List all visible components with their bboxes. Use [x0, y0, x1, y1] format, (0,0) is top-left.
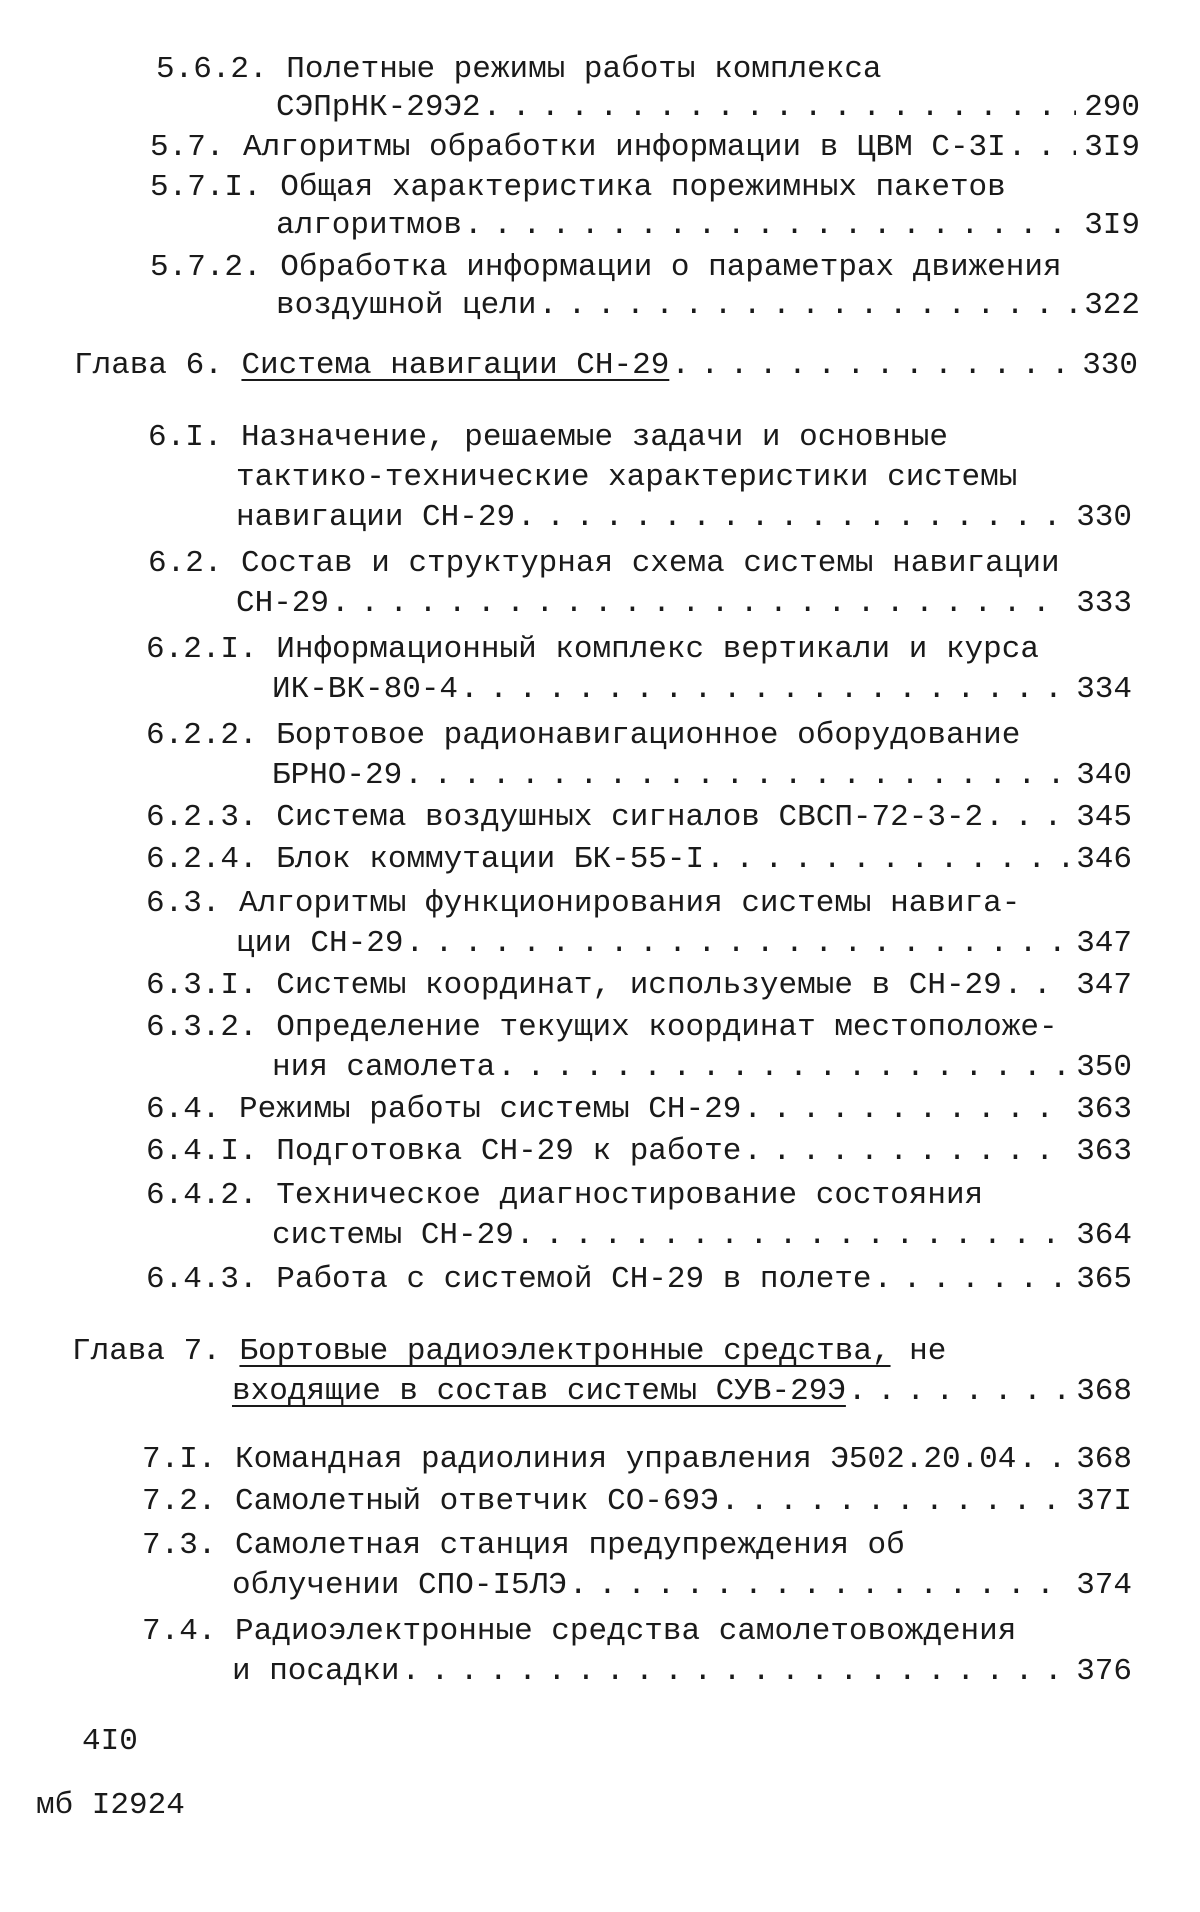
entry-title-cont: системы СН-29	[272, 1218, 514, 1253]
entry-title-cont: воздушной цели	[276, 288, 537, 323]
toc-entry-5-7-1	[150, 170, 1006, 206]
dot-leader	[483, 90, 1076, 126]
entry-page: 365	[1076, 1262, 1132, 1297]
entry-title: Самолетная станция предупреждения об	[235, 1528, 905, 1563]
dot-leader	[1018, 1442, 1068, 1478]
entry-number: 7.3.	[142, 1528, 217, 1563]
entry-page: 368	[1076, 1374, 1132, 1409]
toc-entry-6-2-cont	[236, 586, 1132, 622]
dot-leader	[516, 1218, 1068, 1254]
dot-leader	[569, 1568, 1068, 1604]
toc-entry-6-2-1-cont	[272, 672, 1132, 708]
toc-entry-6-2	[148, 546, 1060, 582]
entry-title: Радиоэлектронные средства самолетовождения	[235, 1614, 1017, 1649]
entry-number: 6.3.I.	[146, 968, 258, 1003]
entry-page: 374	[1076, 1568, 1132, 1603]
entry-title-cont: СН-29	[236, 586, 330, 621]
entry-page: 290	[1084, 90, 1140, 125]
dot-leader	[497, 1050, 1068, 1086]
toc-entry-6-1-cont	[236, 460, 1017, 496]
entry-page: 347	[1076, 968, 1132, 1003]
toc-entry-5-7	[150, 130, 1140, 166]
entry-title: Обработка информации о параметрах движения	[280, 250, 1062, 285]
page-number: 4I0	[82, 1724, 138, 1759]
entry-page: 3I9	[1084, 130, 1140, 165]
toc-entry-5-7-2	[150, 250, 1062, 286]
entry-title-cont: СЭПрНК-29Э2	[276, 90, 481, 125]
toc-entry-6-2-2-cont	[272, 758, 1132, 794]
dot-leader	[985, 800, 1068, 836]
entry-title: Система воздушных сигналов СВСП-72-3-2	[276, 800, 984, 835]
entry-title-cont: алгоритмов	[276, 208, 463, 243]
toc-entry-6-3-2-cont	[272, 1050, 1132, 1086]
entry-number: 7.2.	[142, 1484, 217, 1519]
entry-page: 363	[1076, 1092, 1132, 1127]
dot-leader	[743, 1134, 1068, 1170]
dot-leader	[848, 1374, 1068, 1410]
dot-leader	[671, 348, 1074, 384]
entry-title-cont: и посадки	[232, 1654, 400, 1689]
entry-page: 37I	[1076, 1484, 1132, 1519]
entry-page: 347	[1076, 926, 1132, 961]
entry-title-cont: БРНО-29	[272, 758, 403, 793]
dot-leader	[460, 672, 1068, 708]
toc-entry-6-4-2	[146, 1178, 983, 1214]
toc-entry-7-3	[142, 1528, 905, 1564]
entry-title: Состав и структурная схема системы навигации	[241, 546, 1060, 581]
toc-entry-6-1	[148, 420, 948, 456]
entry-number: 5.7.2.	[150, 250, 262, 285]
entry-page: 368	[1076, 1442, 1132, 1477]
toc-entry-6-4-1	[146, 1134, 1132, 1170]
chapter-label: Глава 6.	[74, 348, 223, 383]
entry-number: 6.I.	[148, 420, 223, 455]
chapter-label: Глава 7.	[72, 1334, 221, 1369]
entry-page: 330	[1082, 348, 1138, 383]
dot-leader	[538, 288, 1076, 324]
entry-page: 3I9	[1084, 208, 1140, 243]
entry-page: 334	[1076, 672, 1132, 707]
entry-number: 6.4.3.	[146, 1262, 258, 1297]
entry-number: 6.2.I.	[146, 632, 258, 667]
toc-entry-6-2-1	[146, 632, 1039, 668]
dot-leader	[1004, 968, 1068, 1004]
toc-entry-5-7-1-cont	[276, 208, 1140, 244]
entry-number: 6.2.	[148, 546, 223, 581]
toc-chapter-7-cont	[232, 1374, 1132, 1410]
dot-leader	[464, 208, 1076, 244]
print-code: мб I2924	[36, 1788, 185, 1823]
entry-number: 6.3.	[146, 886, 221, 921]
dot-leader	[706, 842, 1068, 878]
toc-entry-6-3	[146, 886, 1020, 922]
toc-entry-7-3-cont	[232, 1568, 1132, 1604]
entry-title-cont: облучении СПО-I5ЛЭ	[232, 1568, 567, 1603]
entry-page: 364	[1076, 1218, 1132, 1253]
toc-entry-6-2-4	[146, 842, 1132, 878]
dot-leader	[743, 1092, 1068, 1128]
entry-number: 7.I.	[142, 1442, 217, 1477]
entry-title: Блок коммутации БК-55-I	[276, 842, 705, 877]
entry-title: Техническое диагностирование состояния	[276, 1178, 984, 1213]
toc-entry-6-4-3	[146, 1262, 1132, 1298]
entry-page: 330	[1076, 500, 1132, 535]
entry-title: Общая характеристика порежимных пакетов	[280, 170, 1006, 205]
toc-chapter-6	[74, 348, 1138, 384]
chapter-title: Бортовые радиоэлектронные средства,	[239, 1334, 891, 1369]
toc-entry-6-1-cont2	[236, 500, 1132, 536]
entry-page: 363	[1076, 1134, 1132, 1169]
entry-number: 6.4.I.	[146, 1134, 258, 1169]
entry-title-cont: ния самолета	[272, 1050, 496, 1085]
entry-number: 6.4.2.	[146, 1178, 258, 1213]
entry-page: 333	[1076, 586, 1132, 621]
chapter-title: Система навигации СН-29	[241, 348, 670, 383]
entry-title: Полетные режимы работы комплекса	[286, 52, 882, 87]
toc-entry-7-4	[142, 1614, 1016, 1650]
entry-title: Самолетный ответчик СО-69Э	[235, 1484, 719, 1519]
entry-number: 6.3.2.	[146, 1010, 258, 1045]
entry-title: Работа с системой СН-29 в полете	[276, 1262, 872, 1297]
toc-entry-6-2-2	[146, 718, 1020, 754]
toc-entry-6-2-3	[146, 800, 1132, 836]
toc-entry-6-3-cont	[236, 926, 1132, 962]
entry-title: Подготовка СН-29 к работе	[276, 1134, 742, 1169]
dot-leader	[405, 926, 1068, 962]
entry-title: Командная радиолиния управления Э502.20.04	[235, 1442, 1017, 1477]
toc-entry-6-4	[146, 1092, 1132, 1128]
toc-chapter-7	[72, 1334, 946, 1370]
entry-title-cont: ции СН-29	[236, 926, 404, 961]
entry-title: Алгоритмы обработки информации в ЦВМ С-3I	[243, 130, 1006, 165]
entry-title-cont: тактико-технические характеристики системы	[236, 460, 1018, 495]
dot-leader	[331, 586, 1068, 622]
entry-number: 6.4.	[146, 1092, 221, 1127]
dot-leader	[517, 500, 1068, 536]
entry-page: 350	[1076, 1050, 1132, 1085]
dot-leader	[1008, 130, 1076, 166]
toc-entry-7-1	[142, 1442, 1132, 1478]
entry-page: 345	[1076, 800, 1132, 835]
entry-page: 376	[1076, 1654, 1132, 1689]
toc-entry-7-2	[142, 1484, 1132, 1520]
entry-title: Назначение, решаемые задачи и основные	[241, 420, 948, 455]
chapter-title-tail: не	[909, 1334, 947, 1369]
toc-entry-6-3-2	[146, 1010, 1058, 1046]
toc-entry-6-3-1	[146, 968, 1132, 1004]
entry-title: Бортовое радионавигационное оборудование	[276, 718, 1021, 753]
entry-page: 322	[1084, 288, 1140, 323]
entry-number: 6.2.3.	[146, 800, 258, 835]
entry-title: Информационный комплекс вертикали и курса	[276, 632, 1039, 667]
entry-number: 5.7.	[150, 130, 225, 165]
entry-title: Режимы работы системы СН-29	[239, 1092, 742, 1127]
entry-number: 5.7.I.	[150, 170, 262, 205]
entry-title-cont: ИК-ВК-80-4	[272, 672, 459, 707]
entry-title-cont: навигации СН-29	[236, 500, 516, 535]
dot-leader	[404, 758, 1068, 794]
dot-leader	[721, 1484, 1068, 1520]
dot-leader	[401, 1654, 1068, 1690]
toc-entry-5-6-2	[156, 52, 882, 88]
entry-number: 5.6.2.	[156, 52, 268, 87]
entry-number: 6.2.2.	[146, 718, 258, 753]
toc-entry-5-6-2-cont	[276, 90, 1140, 126]
entry-number: 7.4.	[142, 1614, 217, 1649]
entry-title: Системы координат, используемые в СН-29	[276, 968, 1002, 1003]
entry-number: 6.2.4.	[146, 842, 258, 877]
dot-leader	[874, 1262, 1068, 1298]
entry-title: Определение текущих координат местоположе-	[276, 1010, 1058, 1045]
toc-entry-5-7-2-cont	[276, 288, 1140, 324]
entry-page: 346	[1076, 842, 1132, 877]
entry-title: Алгоритмы функционирования системы навига-	[239, 886, 1021, 921]
toc-entry-6-4-2-cont	[272, 1218, 1132, 1254]
toc-entry-7-4-cont	[232, 1654, 1132, 1690]
chapter-title-cont: входящие в состав системы СУВ-29Э	[232, 1374, 846, 1409]
entry-page: 340	[1076, 758, 1132, 793]
